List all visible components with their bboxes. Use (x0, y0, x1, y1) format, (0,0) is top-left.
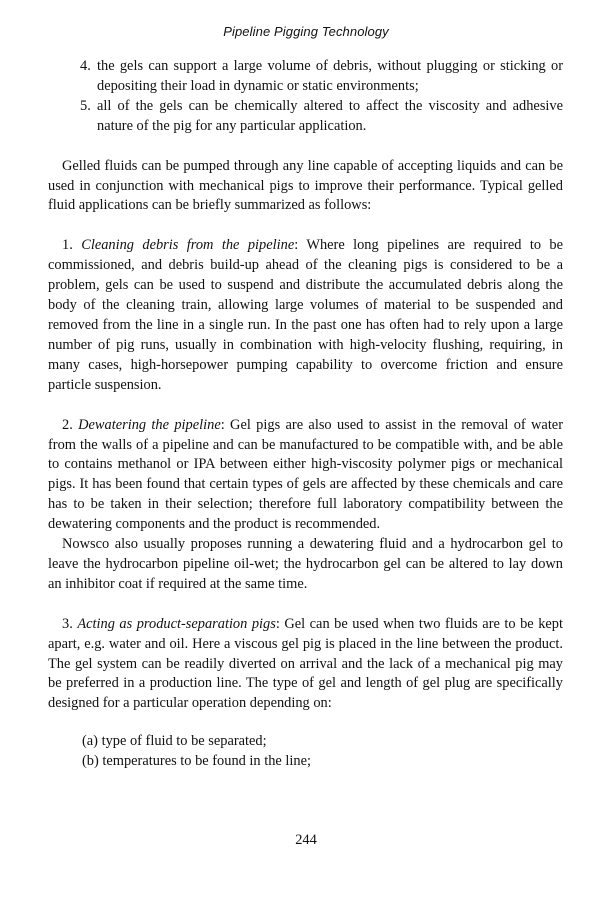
list-text: the gels can support a large volume of debris, without plugging or sticking or depositing their load in dynamic or static environments; (97, 58, 563, 94)
application-text: : Gel can be used when two fluids are to be kept apart, e.g. water and oil. Here a viscous gel pig is placed in the line between the product. The gel system can be readily diverted on arrival and the lack of a mechanical pig may be preferred in a production line. The type of gel and length of gel plug are specifically designed for a particular operation depending on: (48, 615, 563, 712)
application-title: Cleaning debris from the pipeline (81, 237, 295, 254)
application-text: : Gel pigs are also used to assist in the removal of water from the walls of a pipeline and can be manufactured to be compatible with, and be able to contains methanol or IPA between either high-viscosity polymer pigs or mechanical pigs. It has been found that certain types of gels are affected by these chemicals and care has to be taken in their selection; therefore full laboratory compatibility between the dewatering components and the product is recommended. (48, 416, 563, 533)
application-paragraph (48, 236, 563, 395)
application-paragraph (48, 615, 563, 715)
page-number: 244 (295, 832, 317, 848)
sub-list-item: (b) temperatures to be found in the line; (82, 753, 311, 770)
continuation-paragraph: Nowsco also usually proposes running a dewatering fluid and a hydrocarbon gel to leave the hydrocarbon pipeline oil-wet; the hydrocarbon gel can be altered to lay down an inhibitor coat if required at the same time. (48, 536, 563, 592)
intro-paragraph: Gelled fluids can be pumped through any line capable of accepting liquids and can be used in conjunction with mechanical pigs to improve their performance. Typical gelled fluid applications can be briefly summarized as follows: (48, 157, 563, 214)
application-paragraph (48, 416, 563, 535)
application-lead: 2. (62, 416, 79, 433)
sub-list-item: (a) type of fluid to be separated; (82, 733, 267, 750)
application-title: Acting as product-separation pigs (77, 615, 276, 632)
list-text: all of the gels can be chemically altered to affect the viscosity and adhesive nature of the pig for any particular application. (97, 97, 563, 134)
list-item (48, 97, 563, 137)
page-body (48, 57, 563, 772)
list-number: 5. (80, 97, 91, 114)
numbered-list (48, 57, 563, 137)
list-item (48, 57, 563, 97)
running-head: Pipeline Pigging Technology (223, 24, 389, 39)
list-number: 4. (80, 58, 91, 74)
application-text: : Where long pipelines are required to be commissioned, and debris build-up ahead of the cleaning pigs is considered to be a problem, gels can be used to suspend and distribute the accumulated debris along the body of the cleaning train, allowing large volumes of material to be suspended and removed from the line in a single run. In the past one has often had to rely upon a large number of pig runs, usually in combination with high-velocity flushing, requiring, in many cases, high-horsepower pumping capability to overcome friction and ensure particle suspension. (48, 237, 564, 393)
application-lead: 3. (62, 615, 78, 632)
application-title: Dewatering the pipeline (78, 416, 221, 433)
sub-list (48, 732, 563, 772)
application-lead: 1. (62, 237, 82, 254)
